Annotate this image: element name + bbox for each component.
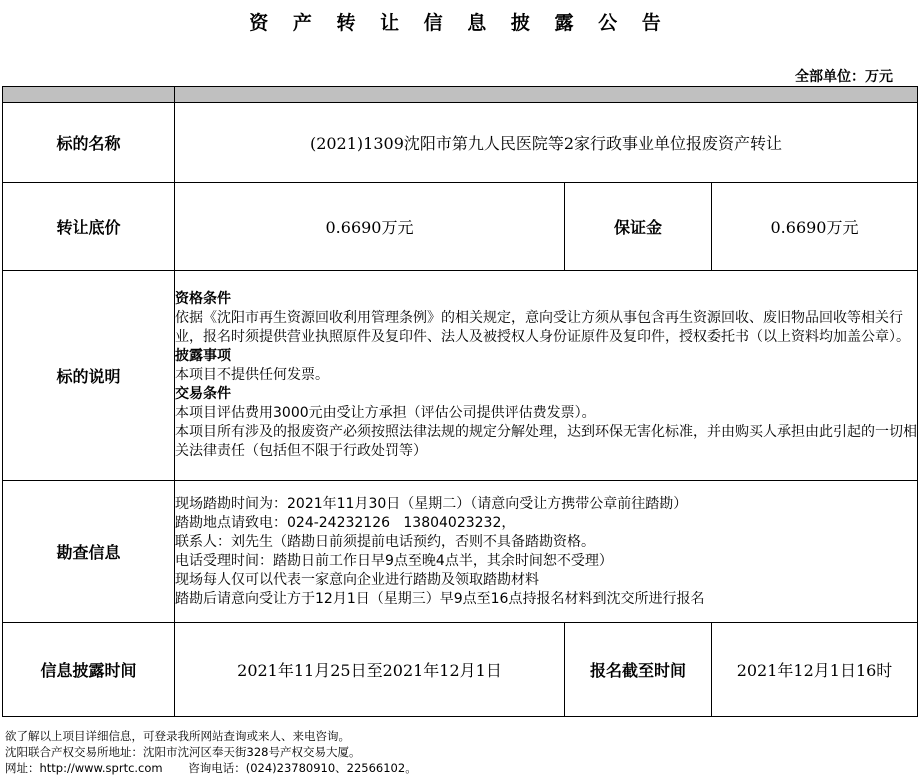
survey-line: 踏勘后请意向受让方于12月1日（星期三）早9点至16点持报名材料到沈交所进行报名 [175, 590, 705, 607]
footer-info [5, 728, 417, 776]
survey-label: 勘查信息 [3, 481, 175, 623]
survey-content [175, 481, 918, 623]
survey-line: 现场踏勘时间为：2021年11月30日（星期二）（请意向受让方携带公章前往踏勘） [175, 495, 688, 512]
disclosure-heading: 披露事项 [175, 348, 231, 364]
trade-text-2: 本项目所有涉及的报废资产必须按照法律法规的规定分解处理，达到环保无害化标准，并由购买人承担由此引起的一切相关法律责任（包括但不限于行政处罚等） [175, 424, 917, 459]
disclosure-time-label: 信息披露时间 [3, 623, 175, 717]
survey-line: 联系人：刘先生（踏勘日前须提前电话预约，否则不具备踏勘资格。 [175, 533, 595, 550]
survey-line: 电话受理时间：踏勘日前工作日早9点至晚4点半，其余时间恕不受理） [175, 552, 613, 569]
reserve-price-label: 转让底价 [3, 183, 175, 271]
deadline-label: 报名截至时间 [565, 623, 712, 717]
subject-name-value: (2021)1309沈阳市第九人民医院等2家行政事业单位报废资产转让 [175, 103, 918, 183]
disclosure-table [2, 86, 918, 717]
description-label: 标的说明 [3, 271, 175, 481]
deposit-label: 保证金 [565, 183, 712, 271]
page-title: 资 产 转 让 信 息 披 露 公 告 [249, 12, 670, 34]
survey-line: 现场每人仅可以代表一家意向企业进行踏勘及领取踏勘材料 [175, 571, 539, 588]
trade-text-1: 本项目评估费用3000元由受让方承担（评估公司提供评估费发票）。 [175, 405, 596, 421]
deposit-value: 0.6690万元 [712, 183, 918, 271]
subject-name-label: 标的名称 [3, 103, 175, 183]
footer-line-inquiry: 欲了解以上项目详细信息，可登录我所网站查询或来人、来电咨询。 [5, 729, 350, 743]
table-row-description [3, 271, 918, 481]
reserve-price-value: 0.6690万元 [175, 183, 565, 271]
trade-heading: 交易条件 [175, 386, 231, 402]
footer-line-address: 沈阳联合产权交易所地址：沈阳市沈河区奉天街328号产权交易大厦。 [5, 745, 361, 759]
footer-line-contact: 网址：http://www.sprtc.com 咨询电话：(024)23780910、22566102。 [5, 761, 417, 775]
survey-line: 踏勘地点请致电：024-24232126 13804023232， [175, 514, 516, 531]
table-row-subject-name [3, 103, 918, 183]
table-row-time [3, 623, 918, 717]
qualification-text: 依据《沈阳市再生资源回收利用管理条例》的相关规定，意向受让方须从事包含再生资源回收、废旧物品回收等相关行业，报名时须提供营业执照原件及复印件、法人及被授权人身份证原件及复印件，授权委托书（以上资料均加盖公章）。 [175, 310, 910, 345]
qualification-heading: 资格条件 [175, 291, 231, 307]
description-content [175, 271, 918, 481]
deadline-value: 2021年12月1日16时 [712, 623, 918, 717]
disclosure-time-value: 2021年11月25日至2021年12月1日 [175, 623, 565, 717]
unit-label: 全部单位：万元 [795, 69, 893, 85]
table-header-bar [3, 87, 918, 103]
table-row-price [3, 183, 918, 271]
disclosure-text: 本项目不提供任何发票。 [175, 367, 329, 383]
table-row-survey [3, 481, 918, 623]
